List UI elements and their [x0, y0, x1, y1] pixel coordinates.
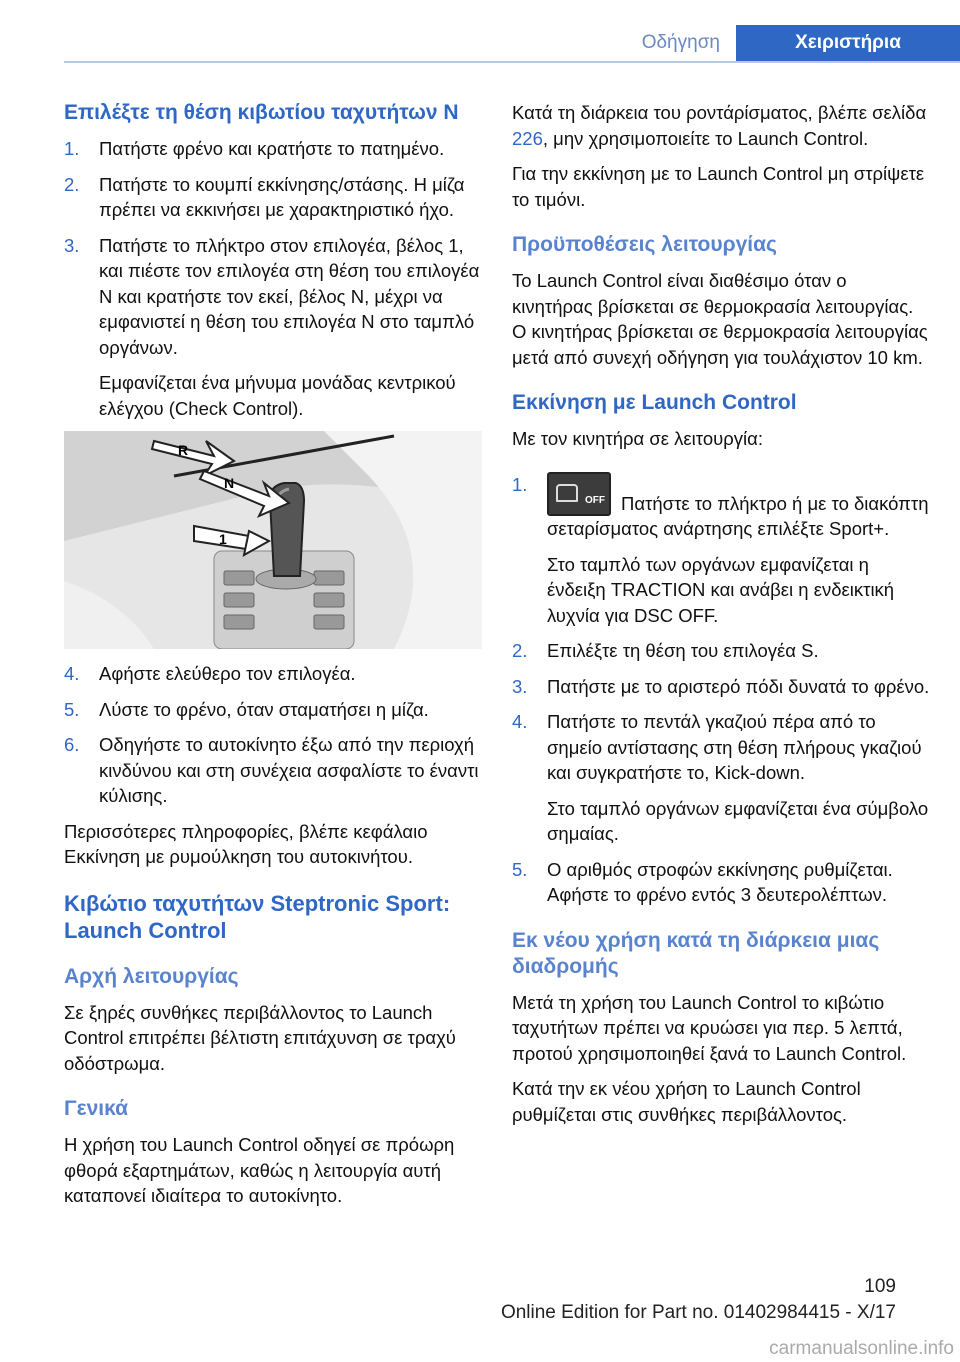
tab-driving[interactable]: Οδήγηση — [641, 32, 720, 53]
heading-prerequisites: Προϋποθέσεις λειτουργίας — [512, 233, 777, 256]
dsc-off-icon-label: OFF — [585, 494, 605, 506]
tab-controls[interactable]: Χειριστήρια — [736, 25, 960, 61]
step-text: Πατήστε με το αριστερό πόδι δυνατά το φρένο. — [547, 675, 930, 697]
step-number: 4. — [512, 711, 528, 732]
step-number: 5. — [512, 858, 528, 880]
heading-reuse: Εκ νέου χρήση κατά τη διάρκεια μιας διαδρομής — [512, 928, 880, 978]
step-number: 3. — [512, 675, 528, 697]
step-number: 2. — [512, 640, 528, 661]
dsc-off-icon — [547, 472, 611, 516]
launch-step-2 — [512, 638, 930, 664]
step-continuation: Στο ταμπλό των οργάνων εμφανίζεται η ένδειξη TRACTION και ανάβει η ενδεικτική λυχνία για DSC OFF. — [547, 553, 895, 626]
step-4 — [64, 661, 482, 687]
heading-start-launch: Εκκίνηση με Launch Control — [512, 391, 797, 414]
launch-step-3 — [512, 674, 930, 700]
reuse-paragraph-2: Κατά την εκ νέου χρήση το Launch Control ρυθμίζεται στις συνθήκες περιβάλλοντος. — [512, 1078, 861, 1125]
step-number: 3. — [64, 234, 80, 256]
launch-step-1 — [512, 472, 930, 629]
reuse-paragraph-1: Μετά τη χρήση του Launch Control το κιβώτιο ταχυτήτων πρέπει να κρυώσει για περ. 5 λεπτά, προτού χρησιμοποιηθεί ξανά το Launch Control. — [512, 991, 907, 1064]
step-continuation: Στο ταμπλό οργάνων εμφανίζεται ένα σύμβολο σημαίας. — [547, 797, 929, 844]
arrow-label-n: N — [224, 475, 235, 491]
step-text: Πατήστε το πλήκτρο ή με το διακόπτη σεταρίσματος ανάρτησης επιλέξτε Sport+. — [547, 492, 929, 539]
step-text: Πατήστε φρένο και κρατήστε το πατημένο. — [99, 138, 445, 159]
step-text: Οδηγήστε το αυτοκίνητο έξω από την περιοχή κινδύνου και στη συνέχεια ασφαλίστε το έναντι κύλισης. — [99, 734, 479, 806]
header-tabs — [64, 25, 960, 63]
step-number: 1. — [64, 138, 80, 159]
general-paragraph: Η χρήση του Launch Control οδηγεί σε πρόωρη φθορά εξαρτημάτων, καθώς η λειτουργία αυτή καταπονεί ιδιαίτερα το αυτοκίνητο. — [64, 1134, 455, 1206]
page-number: 109 — [864, 1276, 896, 1297]
launch-step-5 — [512, 857, 930, 908]
step-text: Πατήστε το πλήκτρο στον επιλογέα, βέλος 1, και πιέστε τον επιλογέα στη θέση του επιλογέα N και κρατήστε τον εκεί, βέλος N, μέχρι να εμφανιστεί η θέση του επιλογέα N στο ταμπλό οργάνων. — [99, 234, 480, 358]
prerequisites-paragraph: Το Launch Control είναι διαθέσιμο όταν ο κινητήρας βρίσκεται σε θερμοκρασία λειτουργίας. Ο κινητήρας βρίσκεται σε θερμοκρασία λειτουργίας μετά από συνεχή οδήγηση για τουλάχιστον 10 km. — [512, 270, 928, 368]
break-in-text: Κατά τη διάρκεια του ροντάρίσματος, βλέπε σελίδα — [512, 102, 927, 123]
more-info-paragraph: Περισσότερες πληροφορίες, βλέπε κεφάλαιο Εκκίνηση με ρυμούλκηση του αυτοκινήτου. — [64, 820, 428, 867]
right-column — [512, 100, 930, 1137]
step-number: 5. — [64, 698, 80, 720]
principle-paragraph: Σε ξηρές συνθήκες περιβάλλοντος το Launch Control επιτρέπει βέλτιστη επιτάχυνση σε τραχύ οδόστρωμα. — [64, 1001, 456, 1074]
step-text: Επιλέξτε τη θέση του επιλογέα S. — [547, 640, 819, 661]
step-number: 2. — [64, 173, 80, 195]
heading-general: Γενικά — [64, 1097, 129, 1120]
step-text: Πατήστε το πεντάλ γκαζιού πέρα από το σημείο αντίστασης στη θέση πλήρους γκαζιού και συγκρατήστε το, Kick-down. — [547, 711, 922, 783]
gear-selector-drawing — [64, 431, 482, 649]
step-text: Αφήστε ελεύθερο τον επιλογέα. — [99, 663, 356, 684]
step-number: 1. — [512, 473, 528, 495]
edition-note: Online Edition for Part no. 01402984415 - X/17 — [500, 1302, 896, 1323]
step-3 — [64, 233, 482, 422]
step-text: Λύστε το φρένο, όταν σταματήσει η μίζα. — [99, 698, 429, 720]
heading-select-n: Επιλέξτε τη θέση κιβωτίου ταχυτήτων N — [64, 101, 459, 124]
step-continuation: Εμφανίζεται ένα μήνυμα μονάδας κεντρικού ελέγχου (Check Control). — [99, 372, 456, 419]
heading-launch-control: Κιβώτιο ταχυτήτων Steptronic Sport: Launch Control — [64, 890, 451, 943]
step-1 — [64, 136, 482, 162]
arrow-label-1: 1 — [219, 531, 227, 547]
break-in-text-end: , μην χρησιμοποιείτε το Launch Control. — [542, 127, 869, 149]
step-6 — [64, 732, 482, 809]
heading-principle: Αρχή λειτουργίας — [64, 964, 239, 988]
step-text: Ο αριθμός στροφών εκκίνησης ρυθμίζεται. Αφήστε το φρένο εντός 3 δευτερολέπτων. — [547, 858, 893, 905]
step-number: 4. — [64, 663, 80, 684]
break-in-paragraph — [512, 100, 930, 151]
page-footer — [0, 1276, 960, 1362]
step-2 — [64, 172, 482, 223]
step-text-with-icon — [547, 472, 930, 542]
page-link[interactable]: 226 — [512, 127, 543, 149]
steering-paragraph: Για την εκκίνηση με το Launch Control μη στρίψετε το τιμόνι. — [512, 163, 925, 210]
arrow-label-r: R — [178, 442, 189, 458]
step-text: Πατήστε το κουμπί εκκίνησης/στάσης. Η μίζα πρέπει να εκκινήσει με χαρακτηριστικό ήχο. — [99, 173, 465, 220]
watermark: carmanualsonline.info — [769, 1338, 954, 1359]
gear-selector-illustration — [64, 431, 482, 649]
left-column — [64, 100, 482, 1219]
launch-step-4 — [512, 709, 930, 847]
step-5 — [64, 697, 482, 723]
engine-running-paragraph: Με τον κινητήρα σε λειτουργία: — [512, 428, 763, 449]
step-number: 6. — [64, 734, 80, 755]
